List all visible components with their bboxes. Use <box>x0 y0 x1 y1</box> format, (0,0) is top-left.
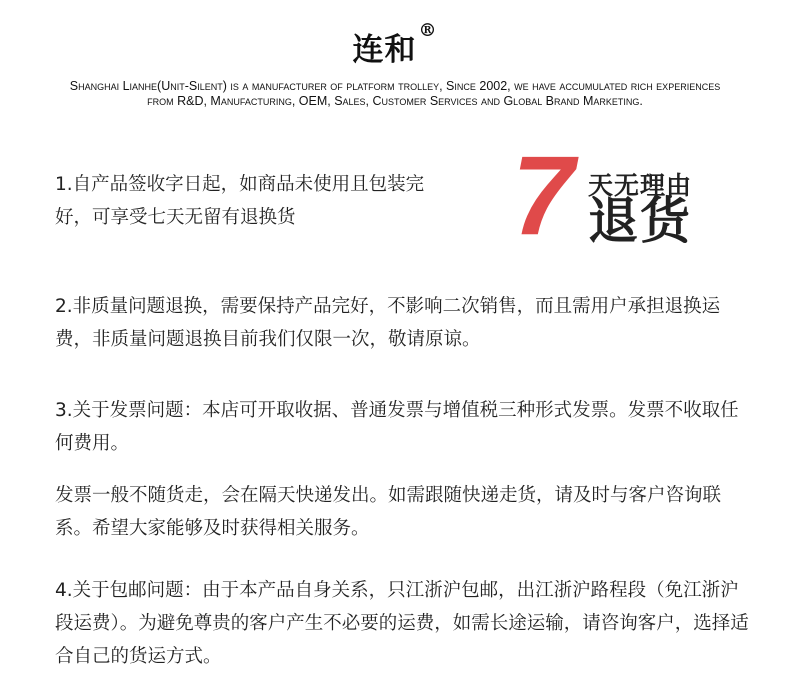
badge-number: 7 <box>512 133 575 258</box>
policy-invoice-delivery: 发票一般不随货走，会在隔天快递发出。如需跟随快递走货，请及时与客户咨询联系。希望大家能够及时获得相关服务。 <box>55 485 722 539</box>
brand-name: 连和 <box>352 32 417 68</box>
badge-title: 退货 <box>588 192 692 250</box>
company-intro: Shanghai Lianhe(Unit-Silent) is a manufacturer of platform trolley, Since 2002, we have accumulated rich experiences from R&D, Manufacturing, OEM, Sales, Customer Services and Global Brand Marketing. <box>69 79 721 108</box>
policy-non-quality-return: 2.非质量问题退换，需要保持产品完好，不影响二次销售，而且需用户承担退换运费，非质量问题退换目前我们仅限一次，敬请原谅。 <box>55 296 721 350</box>
seven-day-return-badge <box>512 133 712 262</box>
policy-free-shipping: 4.关于包邮问题：由于本产品自身关系，只江浙沪包邮，出江浙沪路程段（免江浙沪段运费）。为避免尊贵的客户产生不必要的运费，如需长途运输，请咨询客户，选择适合自己的货运方式。 <box>55 580 749 667</box>
policy-return-condition: 1.自产品签收字日起，如商品未使用且包装完好，可享受七天无留有退换货 <box>55 174 425 228</box>
badge-subtitle: 天无理由 <box>588 171 693 200</box>
policy-invoice: 3.关于发票问题：本店可开取收据、普通发票与增值税三种形式发票。发票不收取任何费用。 <box>55 400 739 454</box>
brand-title <box>0 20 790 69</box>
registered-mark: ® <box>418 20 438 41</box>
